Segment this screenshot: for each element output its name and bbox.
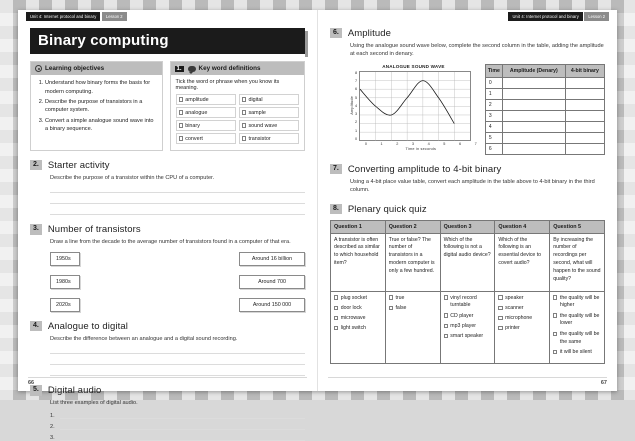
table-row bbox=[485, 77, 604, 88]
quiz-option-label: microwave bbox=[340, 315, 366, 322]
answer-line[interactable] bbox=[50, 365, 305, 376]
quiz-column-header: Question 4 bbox=[495, 220, 550, 233]
list-item: 3. Convert a simple analogue sound wave into a binary sequence. bbox=[45, 117, 157, 134]
learning-objectives-title: Learning objectives bbox=[45, 65, 105, 72]
quiz-column-header: Question 2 bbox=[385, 220, 440, 233]
cell-amplitude[interactable] bbox=[502, 77, 565, 88]
checkbox-icon[interactable] bbox=[553, 295, 557, 299]
right-page bbox=[318, 10, 617, 391]
quiz-option[interactable] bbox=[444, 295, 492, 311]
section-number: 3. bbox=[30, 224, 42, 234]
matching-activity bbox=[50, 252, 305, 312]
quiz-option-label: the quality will be lower bbox=[559, 312, 600, 327]
key-word-definitions-title: Key word definitions bbox=[198, 65, 261, 72]
section-converting-to-binary bbox=[330, 164, 605, 195]
checkbox-icon[interactable] bbox=[553, 332, 557, 336]
section-number: 6. bbox=[330, 28, 342, 38]
keyword-label: amplitude bbox=[185, 96, 209, 103]
cell-time: 3 bbox=[485, 110, 502, 121]
analogue-sound-wave-chart bbox=[350, 64, 477, 155]
decade-tag[interactable]: 2020s bbox=[50, 298, 80, 312]
key-word-definitions-header bbox=[171, 62, 304, 75]
quiz-option-list bbox=[385, 291, 440, 363]
keyword-label: binary bbox=[185, 122, 200, 129]
amount-tag[interactable]: Around 150 000 bbox=[239, 298, 305, 312]
column-header-binary: 4-bit binary bbox=[565, 64, 604, 77]
quiz-option-list bbox=[550, 291, 605, 363]
y-tick: 3 bbox=[355, 112, 358, 117]
table-row bbox=[485, 121, 604, 132]
checkbox-icon[interactable] bbox=[334, 326, 338, 330]
section-number: 4. bbox=[30, 321, 42, 331]
quiz-option[interactable] bbox=[444, 333, 492, 341]
cell-binary[interactable] bbox=[565, 88, 604, 99]
checkbox-icon[interactable] bbox=[242, 136, 246, 140]
keyword-label: sound wave bbox=[248, 122, 278, 129]
y-tick: 2 bbox=[355, 120, 358, 125]
amplitude-table bbox=[485, 64, 605, 155]
section-number-of-transistors bbox=[30, 224, 305, 311]
page-number-left: 66 bbox=[28, 380, 35, 386]
unit-label: Unit 4: Internet protocol and binary bbox=[26, 12, 100, 21]
section-description: Draw a line from the decade to the average number of transistors found in a computer of that era. bbox=[50, 239, 291, 246]
cell-amplitude[interactable] bbox=[502, 99, 565, 110]
quiz-option-label: smart speaker bbox=[450, 333, 484, 340]
checkbox-icon[interactable] bbox=[334, 316, 338, 320]
checkbox-icon[interactable] bbox=[498, 295, 502, 299]
quiz-question-text: True or false? The number of transistors in a modern computer is only a few hundred. bbox=[385, 233, 440, 291]
keyword-checkbox-item[interactable] bbox=[239, 133, 299, 144]
keyword-label: transistor bbox=[248, 135, 271, 142]
answer-line[interactable] bbox=[50, 419, 305, 430]
quiz-option-label: mp3 player bbox=[450, 322, 476, 329]
checkbox-icon[interactable] bbox=[444, 295, 448, 299]
footer-rule bbox=[328, 377, 607, 378]
chart-title: ANALOGUE SOUND WAVE bbox=[382, 63, 445, 69]
quiz-table bbox=[330, 220, 605, 364]
keyword-label: digital bbox=[248, 96, 263, 103]
answer-line[interactable] bbox=[50, 204, 305, 215]
list-item: 2. Describe the purpose of transistors in a computer system. bbox=[45, 98, 157, 115]
quiz-option[interactable] bbox=[444, 313, 492, 321]
section-description: List three examples of digital audio. bbox=[50, 400, 138, 407]
checkbox-icon[interactable] bbox=[334, 306, 338, 310]
quiz-option-label: printer bbox=[505, 325, 520, 332]
chart-x-ticks bbox=[365, 141, 477, 146]
cell-amplitude[interactable] bbox=[502, 132, 565, 143]
checkbox-icon[interactable] bbox=[334, 295, 338, 299]
rule[interactable] bbox=[60, 429, 305, 430]
intro-boxes bbox=[30, 61, 305, 151]
column-header-amplitude: Amplitude (Denary) bbox=[502, 64, 565, 77]
checkbox-icon[interactable] bbox=[242, 123, 246, 127]
x-tick: 5 bbox=[443, 141, 446, 146]
keyword-label: convert bbox=[185, 135, 203, 142]
quiz-option-label: the quality will be the same bbox=[559, 330, 600, 345]
table-header-row bbox=[485, 64, 604, 77]
x-tick: 1 bbox=[380, 141, 383, 146]
key-word-instructions: Tick the word or phrase when you know its meaning. bbox=[175, 79, 280, 91]
section-number: 2. bbox=[30, 160, 42, 170]
checkbox-icon[interactable] bbox=[179, 97, 183, 101]
key-word-definitions-box bbox=[170, 61, 305, 151]
table-row-questions bbox=[331, 233, 605, 291]
quiz-option[interactable] bbox=[498, 315, 546, 323]
target-icon bbox=[35, 65, 42, 72]
amount-column bbox=[239, 252, 305, 312]
page-title: Binary computing bbox=[30, 28, 305, 54]
cell-time: 5 bbox=[485, 132, 502, 143]
x-tick: 7 bbox=[474, 141, 477, 146]
cell-amplitude[interactable] bbox=[502, 143, 565, 154]
cell-binary[interactable] bbox=[565, 121, 604, 132]
quiz-option-label: CD player bbox=[450, 312, 474, 319]
quiz-option[interactable] bbox=[389, 305, 437, 313]
section-starter-activity bbox=[30, 160, 305, 215]
quiz-option-label: vinyl record turntable bbox=[450, 294, 477, 309]
quiz-option-label: it will be silent bbox=[559, 348, 592, 355]
sound-wave-curve bbox=[360, 72, 470, 141]
worksheet-spread bbox=[18, 10, 617, 441]
section-title: Plenary quick quiz bbox=[347, 203, 427, 215]
keyword-checkbox-item[interactable] bbox=[239, 94, 299, 105]
keyword-column-2 bbox=[239, 94, 299, 144]
keyword-checkbox-item[interactable] bbox=[176, 107, 236, 118]
answer-line[interactable] bbox=[50, 354, 305, 365]
answer-line[interactable] bbox=[50, 430, 305, 441]
speech-bubble-icon bbox=[188, 66, 196, 72]
section-description: Using the analogue sound wave below, complete the second column in the table, adding the amplitude at each second in denary. bbox=[350, 43, 604, 58]
cell-binary[interactable] bbox=[565, 99, 604, 110]
quiz-question-text: Which of the following is not a digital audio device? bbox=[440, 233, 495, 291]
x-tick: 3 bbox=[411, 141, 414, 146]
keyword-checkbox-item[interactable] bbox=[239, 120, 299, 131]
lesson-label: Lesson 2 bbox=[102, 12, 127, 21]
learning-objectives-list bbox=[36, 79, 157, 134]
keyword-column-1 bbox=[176, 94, 236, 144]
quiz-option[interactable] bbox=[553, 295, 601, 311]
section-title: Amplitude bbox=[347, 28, 391, 39]
section-amplitude bbox=[330, 28, 605, 155]
footer-rule bbox=[28, 377, 307, 378]
list-number: 3. bbox=[50, 434, 55, 441]
section-description: Using a 4-bit place value table, convert each amplitude in the table above to 4-bit binary in the third column. bbox=[350, 178, 595, 194]
answer-line[interactable] bbox=[50, 182, 305, 193]
quiz-question-text: Which of the following is an essential device to covert audio? bbox=[495, 233, 550, 291]
quiz-option[interactable] bbox=[553, 313, 601, 329]
y-tick: 7 bbox=[355, 79, 358, 84]
table-row bbox=[485, 88, 604, 99]
table-row-options bbox=[331, 291, 605, 363]
checkbox-icon[interactable] bbox=[242, 97, 246, 101]
quiz-option-label: the quality will be higher bbox=[559, 294, 600, 309]
quiz-option[interactable] bbox=[334, 315, 382, 323]
quiz-option-label: true bbox=[395, 294, 405, 301]
keyword-checkbox-item[interactable] bbox=[176, 120, 236, 131]
quiz-option[interactable] bbox=[498, 295, 546, 303]
cell-binary[interactable] bbox=[565, 132, 604, 143]
quiz-option-label: microphone bbox=[505, 315, 533, 322]
cell-binary[interactable] bbox=[565, 110, 604, 121]
y-tick: 5 bbox=[355, 95, 358, 100]
decade-tag[interactable]: 1980s bbox=[50, 275, 80, 289]
list-number: 2. bbox=[50, 423, 55, 430]
checkbox-icon[interactable] bbox=[389, 306, 393, 310]
checkbox-icon[interactable] bbox=[444, 334, 448, 338]
quiz-column-header: Question 3 bbox=[440, 220, 495, 233]
quiz-column-header: Question 5 bbox=[550, 220, 605, 233]
x-tick: 2 bbox=[396, 141, 399, 146]
checkbox-icon[interactable] bbox=[498, 316, 502, 320]
quiz-option[interactable] bbox=[334, 325, 382, 333]
y-tick: 6 bbox=[355, 87, 358, 92]
cell-time: 2 bbox=[485, 99, 502, 110]
decade-tag[interactable]: 1950s bbox=[50, 252, 80, 266]
left-page bbox=[18, 10, 318, 441]
page-number-right: 67 bbox=[600, 380, 607, 386]
quiz-column-header: Question 1 bbox=[331, 220, 386, 233]
unit-label: Unit 4: Internet protocol and binary bbox=[508, 12, 582, 21]
y-tick: 0 bbox=[355, 136, 358, 141]
quiz-option-label: plug socket bbox=[340, 294, 367, 301]
section-number: 1. bbox=[176, 65, 182, 72]
table-row bbox=[485, 143, 604, 154]
keyword-label: sample bbox=[248, 109, 266, 116]
checkbox-icon[interactable] bbox=[242, 110, 246, 114]
rule[interactable] bbox=[60, 440, 305, 441]
cell-time: 4 bbox=[485, 121, 502, 132]
list-item: 1. Understand how binary forms the basis for modern computing. bbox=[45, 79, 157, 96]
table-row bbox=[485, 110, 604, 121]
checkbox-icon[interactable] bbox=[498, 326, 502, 330]
checkbox-icon[interactable] bbox=[179, 110, 183, 114]
table-row bbox=[485, 132, 604, 143]
section-number: 7. bbox=[330, 164, 342, 174]
amount-tag[interactable]: Around 700 bbox=[239, 275, 305, 289]
cell-time: 6 bbox=[485, 143, 502, 154]
list-number: 1. bbox=[50, 412, 55, 419]
quiz-option[interactable] bbox=[334, 305, 382, 313]
quiz-option[interactable] bbox=[334, 295, 382, 303]
quiz-option-list bbox=[331, 291, 386, 363]
section-title: Starter activity bbox=[47, 160, 110, 171]
section-title: Number of transistors bbox=[47, 224, 141, 236]
quiz-question-text: By increasing the number of recordings per second, what will happen to the sound quality? bbox=[550, 233, 605, 291]
checkbox-icon[interactable] bbox=[444, 313, 448, 317]
learning-objectives-header bbox=[31, 62, 162, 75]
x-tick: 0 bbox=[364, 141, 367, 146]
checkbox-icon[interactable] bbox=[179, 123, 183, 127]
y-tick: 8 bbox=[355, 70, 358, 75]
checkbox-icon[interactable] bbox=[553, 313, 557, 317]
learning-objectives-box bbox=[30, 61, 163, 151]
quiz-option-label: speaker bbox=[505, 294, 524, 301]
quiz-option[interactable] bbox=[553, 349, 601, 357]
cell-time: 1 bbox=[485, 88, 502, 99]
section-digital-audio bbox=[30, 385, 305, 440]
quiz-option-label: false bbox=[395, 304, 407, 311]
quiz-option[interactable] bbox=[498, 305, 546, 313]
quiz-option[interactable] bbox=[553, 331, 601, 347]
cell-amplitude[interactable] bbox=[502, 88, 565, 99]
quiz-option[interactable] bbox=[498, 325, 546, 333]
table-header-row bbox=[331, 220, 605, 233]
quiz-option-label: light switch bbox=[340, 325, 367, 332]
section-number: 5. bbox=[30, 385, 42, 395]
keyword-checkbox-item[interactable] bbox=[176, 94, 236, 105]
quiz-option-label: door lock bbox=[340, 304, 362, 311]
section-analogue-to-digital bbox=[30, 321, 305, 376]
quiz-question-text: A transistor is often described as similar to which household item? bbox=[331, 233, 386, 291]
lesson-label: Lesson 2 bbox=[584, 12, 609, 21]
checkbox-icon[interactable] bbox=[179, 136, 183, 140]
keyword-checkbox-item[interactable] bbox=[239, 107, 299, 118]
cell-amplitude[interactable] bbox=[502, 110, 565, 121]
keyword-label: analogue bbox=[185, 109, 208, 116]
section-title: Converting amplitude to 4-bit binary bbox=[347, 163, 502, 175]
checkbox-icon[interactable] bbox=[498, 306, 502, 310]
decade-column bbox=[50, 252, 80, 312]
section-title: Analogue to digital bbox=[47, 320, 128, 332]
x-tick: 4 bbox=[427, 141, 430, 146]
y-tick: 4 bbox=[355, 103, 358, 108]
section-title: Digital audio bbox=[47, 385, 102, 397]
chart-y-axis-label: Amplitude bbox=[350, 96, 354, 116]
section-description: Describe the purpose of a transistor within the CPU of a computer. bbox=[50, 175, 215, 181]
cell-amplitude[interactable] bbox=[502, 121, 565, 132]
chart-x-axis-label: Time in seconds bbox=[405, 146, 437, 151]
checkbox-icon[interactable] bbox=[444, 324, 448, 328]
quiz-option-list bbox=[440, 291, 495, 363]
quiz-option-label: scanner bbox=[505, 304, 524, 311]
table-row bbox=[485, 99, 604, 110]
keyword-checkbox-item[interactable] bbox=[176, 133, 236, 144]
answer-line[interactable] bbox=[50, 408, 305, 419]
quiz-option-list bbox=[495, 291, 550, 363]
cell-time: 0 bbox=[485, 77, 502, 88]
quiz-option[interactable] bbox=[444, 323, 492, 331]
y-tick: 1 bbox=[355, 128, 358, 133]
x-tick: 6 bbox=[458, 141, 462, 146]
quiz-option[interactable] bbox=[389, 295, 437, 303]
amount-tag[interactable]: Around 16 billion bbox=[239, 252, 305, 266]
checkbox-icon[interactable] bbox=[553, 350, 557, 354]
answer-line[interactable] bbox=[50, 193, 305, 204]
cell-binary[interactable] bbox=[565, 77, 604, 88]
column-header-time: Time bbox=[485, 64, 502, 77]
checkbox-icon[interactable] bbox=[389, 295, 393, 299]
section-description: Describe the difference between an analogue and a digital sound recording. bbox=[50, 335, 238, 342]
rule[interactable] bbox=[60, 418, 305, 419]
cell-binary[interactable] bbox=[565, 143, 604, 154]
section-plenary-quiz bbox=[330, 204, 605, 364]
chart-plot-area bbox=[359, 71, 471, 141]
section-number: 8. bbox=[330, 204, 342, 214]
answer-line[interactable] bbox=[50, 343, 305, 354]
